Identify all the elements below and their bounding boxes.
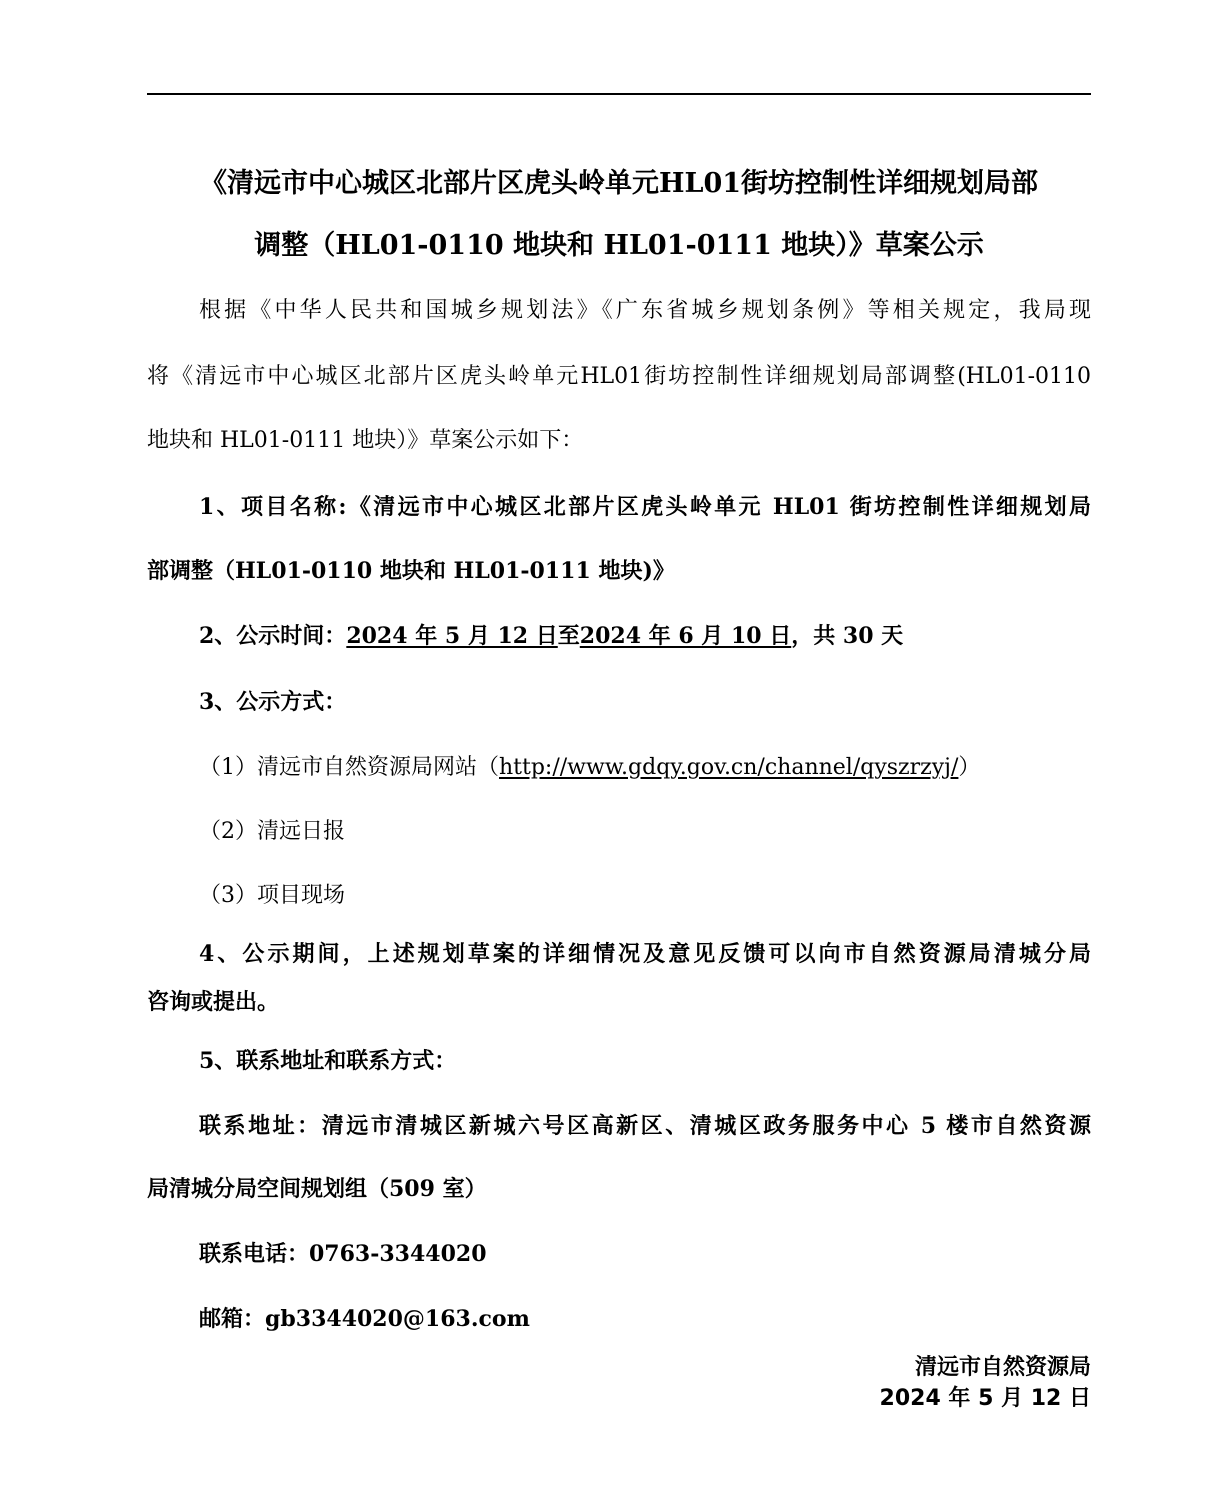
header-rule xyxy=(147,93,1091,95)
item2-to: 至 xyxy=(557,623,580,649)
item3-method2: （2）清远日报 xyxy=(199,819,345,844)
method1-prefix: （1）清远市自然资源局网站（ xyxy=(199,755,499,780)
doc-title-line1: 《清远市中心城区北部片区虎头岭单元HL01街坊控制性详细规划局部 xyxy=(199,168,1039,199)
contact-phone: 联系电话：0763-3344020 xyxy=(199,1241,487,1267)
item1-line2: 部调整（HL01-0110 地块和 HL01-0111 地块)》 xyxy=(147,558,675,584)
item3-label: 3、公示方式： xyxy=(199,689,347,715)
item2-publicity-time xyxy=(199,619,1143,653)
signature-org: 清远市自然资源局 xyxy=(914,1355,1091,1380)
item2-label: 2、公示时间： xyxy=(199,623,347,649)
item2-start-date: 2024 年 5 月 12 日 xyxy=(346,623,558,649)
item3-method1 xyxy=(199,751,1143,785)
signature-date: 2024 年 5 月 12 日 xyxy=(879,1386,1091,1411)
item4-line2: 咨询或提出。 xyxy=(147,989,280,1015)
intro-line1: 根据《中华人民共和国城乡规划法》《广东省城乡规划条例》等相关规定，我局现 xyxy=(199,298,1091,323)
item3-method3: （3）项目现场 xyxy=(199,883,345,908)
contact-address-line2: 局清城分局空间规划组（509 室） xyxy=(147,1176,487,1202)
contact-email: 邮箱：gb3344020@163.com xyxy=(199,1306,530,1332)
item2-end-date: 2024 年 6 月 10 日 xyxy=(579,623,792,649)
item4-line1: 4、公示期间，上述规划草案的详细情况及意见反馈可以向市自然资源局清城分局 xyxy=(199,941,1091,967)
website-link[interactable]: http://www.gdqy.gov.cn/channel/qyszrzyj/ xyxy=(499,755,959,780)
intro-line2: 将《清远市中心城区北部片区虎头岭单元HL01街坊控制性详细规划局部调整(HL01-0110 xyxy=(147,364,1091,389)
contact-address-line1: 联系地址：清远市清城区新城六号区高新区、清城区政务服务中心 5 楼市自然资源 xyxy=(199,1113,1091,1139)
item5-label: 5、联系地址和联系方式： xyxy=(199,1048,457,1074)
item2-duration: ，共 30 天 xyxy=(791,623,904,649)
doc-title-line2: 调整（HL01-0110 地块和 HL01-0111 地块）》草案公示 xyxy=(254,230,984,261)
method1-suffix: ） xyxy=(958,755,981,780)
intro-line3: 地块和 HL01-0111 地块）》草案公示如下： xyxy=(147,428,584,453)
item1-line1: 1、项目名称:《清远市中心城区北部片区虎头岭单元 HL01 街坊控制性详细规划局 xyxy=(199,494,1091,520)
